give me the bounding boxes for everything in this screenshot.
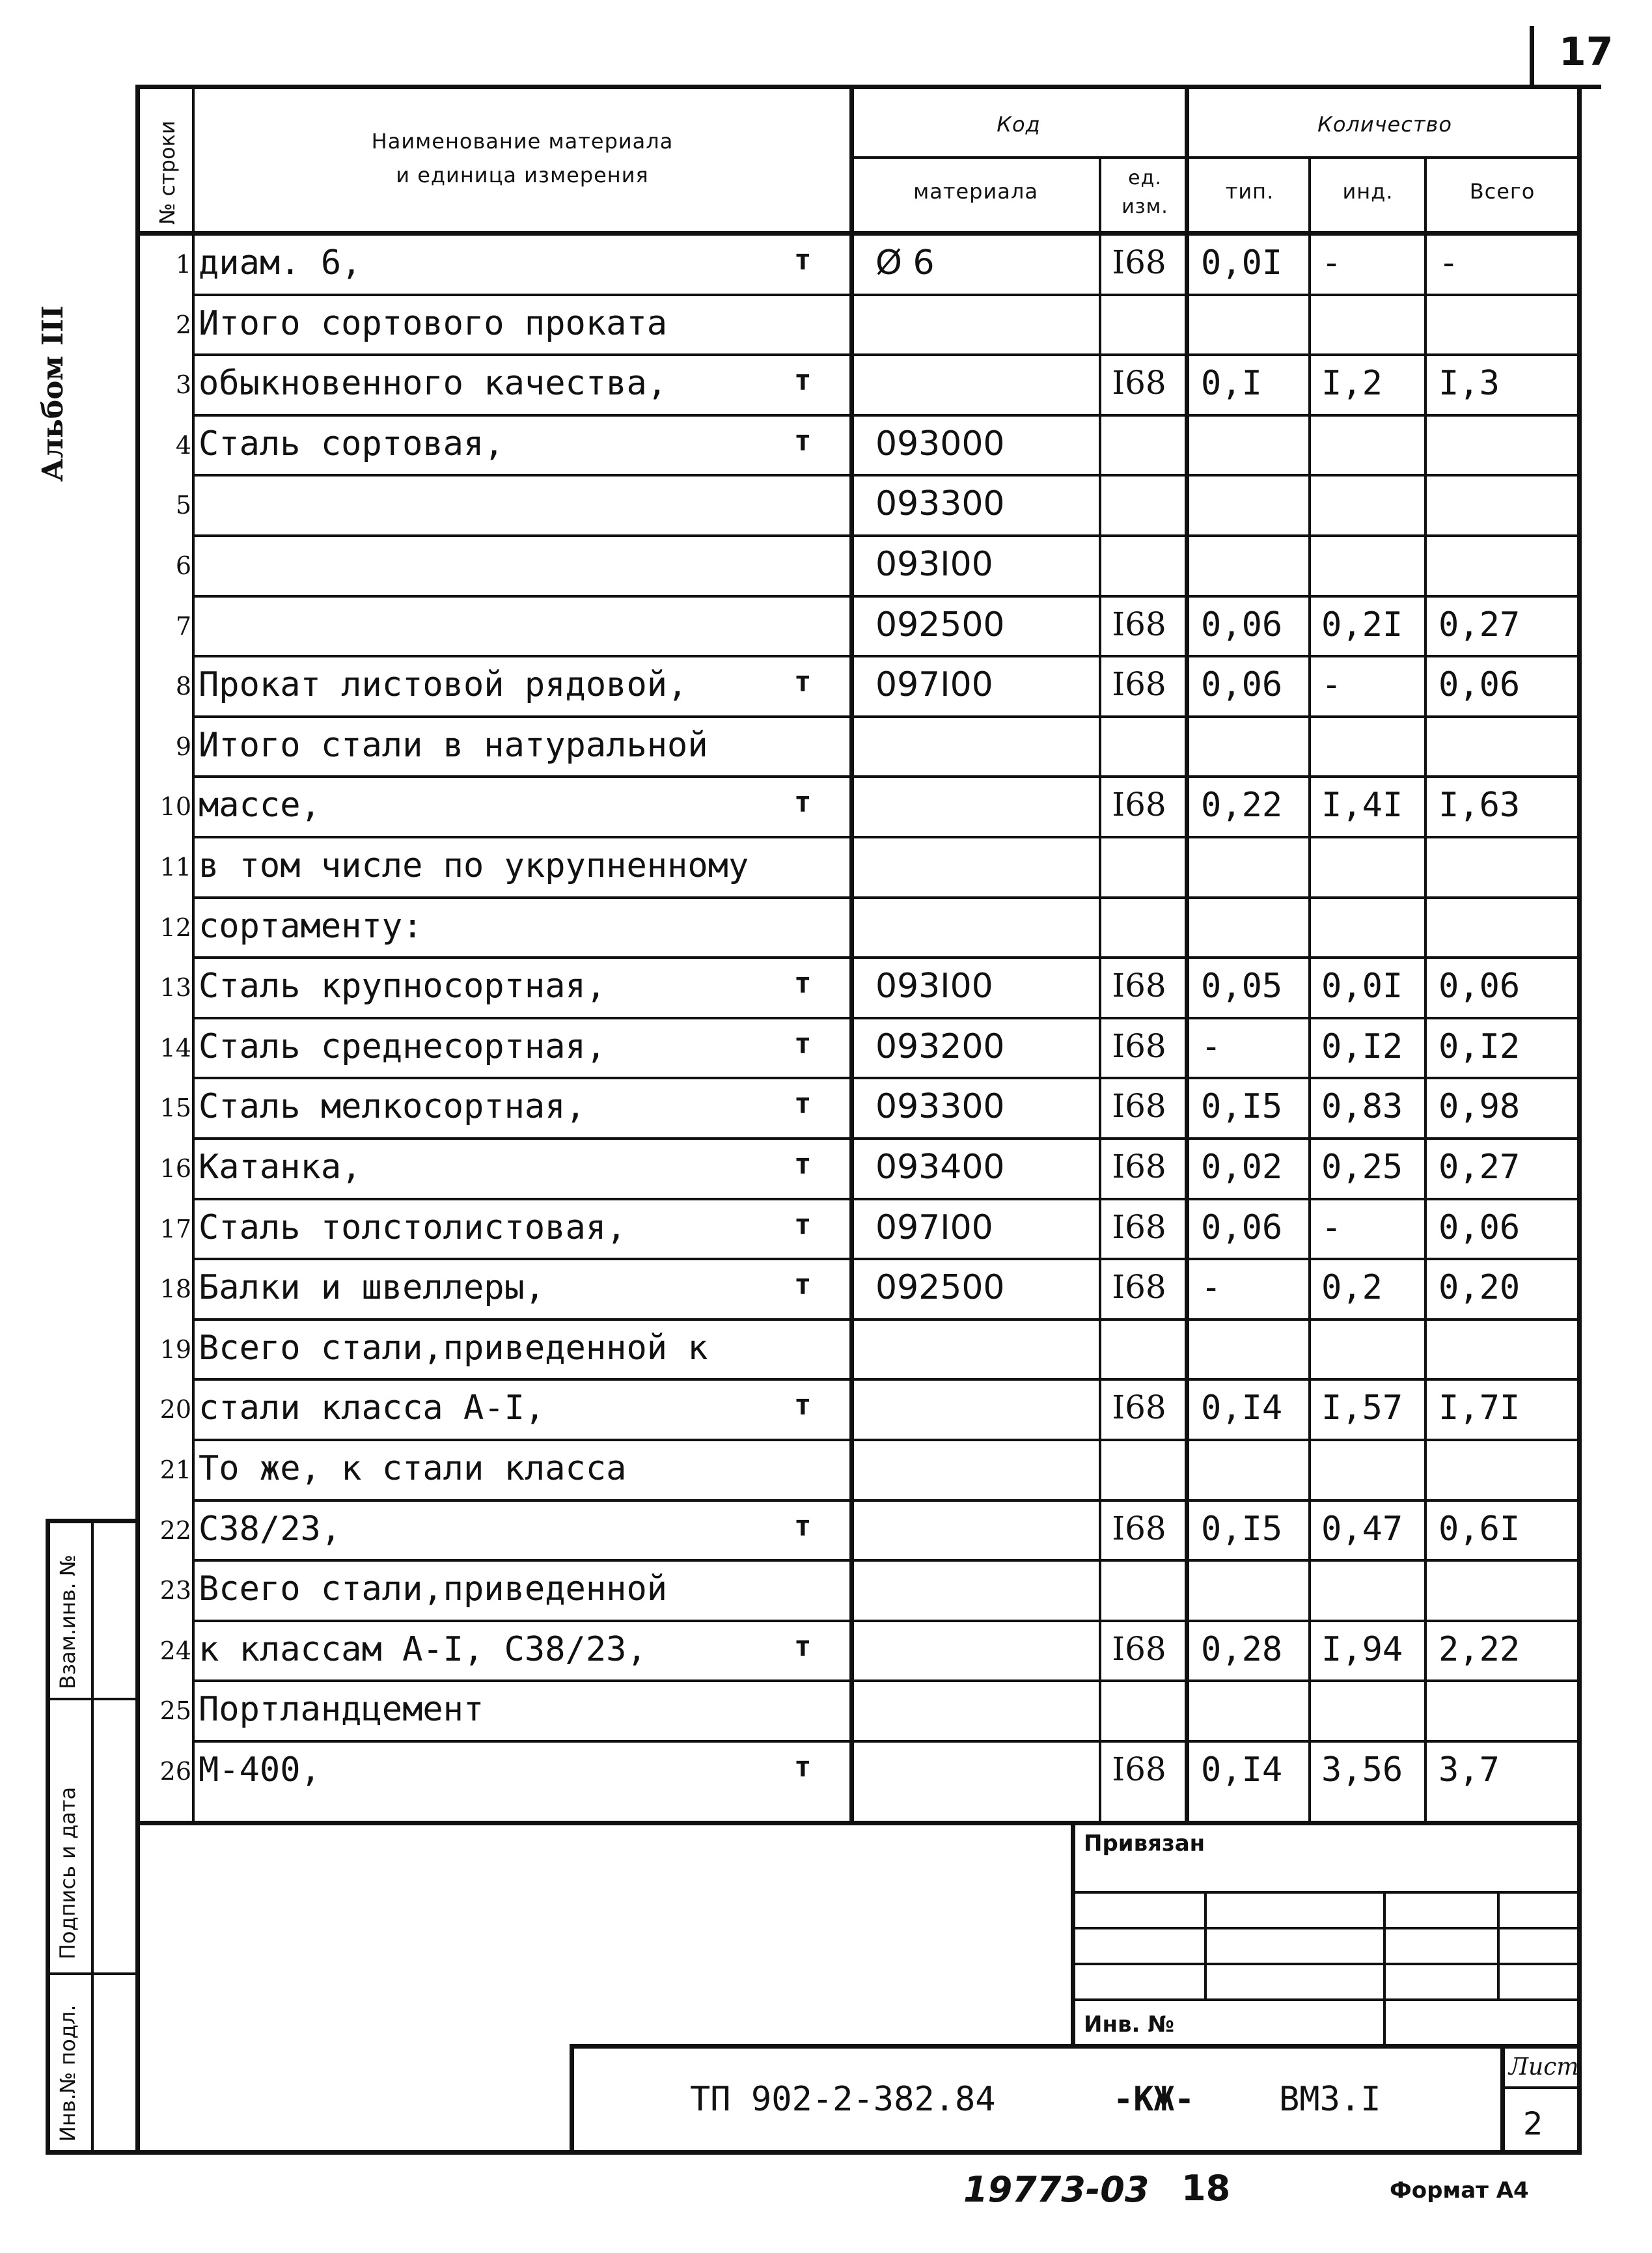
row-unit: т [794,243,812,277]
row-qty-ind: 0,83 [1321,1087,1403,1127]
row-number: 18 [159,1275,191,1304]
row-qty-typ: 0,06 [1201,665,1283,705]
header-qty-total: Всего [1469,179,1535,204]
row-divider [192,1077,1580,1079]
stamp-col3 [1497,1891,1500,1998]
row-qty-total: 2,22 [1439,1629,1521,1669]
row-name: Сталь среднесортная, [199,1027,607,1066]
row-unit: т [794,364,812,398]
row-qty-ind: I,94 [1321,1629,1403,1669]
doc-mark: -КЖ- [1113,2080,1195,2119]
row-divider [192,534,1580,537]
row-divider [192,353,1580,356]
stamp-row1 [1071,1891,1580,1894]
row-number: 4 [175,430,191,460]
row-qty-total: 3,7 [1439,1750,1500,1790]
col-divider-ed [1185,85,1189,1824]
row-number: 15 [159,1094,191,1123]
row-unit-code: I68 [1112,605,1166,643]
footer-format: Формат А4 [1390,2177,1529,2204]
row-unit-code: I68 [1112,1148,1166,1185]
row-number: 5 [175,491,191,520]
row-material-code: 093I00 [875,967,993,1006]
row-unit: т [794,1268,812,1302]
row-number: 7 [175,611,191,641]
row-number: 14 [159,1033,191,1062]
footer-number: 19773-03 [963,2169,1150,2210]
doc-sheet: ВМЗ.I [1279,2080,1381,2119]
row-number: 9 [175,732,191,761]
row-unit: т [794,1148,812,1181]
row-qty-ind: I,2 [1321,364,1383,404]
row-name: обыкновенного качества, [199,364,668,404]
row-name: Сталь мелкосортная, [199,1087,586,1127]
header-quantity: Количество [1317,112,1452,137]
row-qty-ind: 0,25 [1321,1148,1403,1187]
row-name: массе, [199,786,321,825]
row-name: в том числе по укрупненному [199,846,749,885]
header-code-material: материала [913,179,1038,204]
side-stamp-left-border [46,1519,50,2155]
row-divider [192,896,1580,899]
row-qty-total: 0,27 [1439,605,1521,644]
row-number: 2 [175,310,191,339]
row-unit-code: I68 [1112,1087,1166,1126]
row-qty-total: 0,06 [1439,665,1521,705]
row-number: 20 [159,1395,191,1424]
header-name-line1: Наименование материала [371,129,674,154]
row-material-code: 093200 [875,1027,1005,1066]
row-unit: т [794,1087,812,1121]
row-unit: т [794,1750,812,1784]
row-divider [192,1620,1580,1622]
row-divider [192,294,1580,296]
header-sub-divider-right [853,156,1578,159]
row-qty-total: I,7I [1439,1389,1521,1428]
row-unit-code: I68 [1112,665,1166,704]
row-divider [192,1017,1580,1019]
row-material-code: 093300 [875,1087,1005,1127]
row-number: 23 [159,1576,191,1605]
row-number: 11 [159,853,191,881]
row-unit-code: I68 [1112,1629,1166,1668]
doc-code: ТП 902-2-382.84 [690,2080,996,2119]
side-label-podpis: Подпись и дата [55,1786,80,1959]
row-name: Портландцемент [199,1690,484,1730]
row-qty-ind: 0,2I [1321,605,1403,644]
row-unit: т [794,1208,812,1241]
row-divider [192,414,1580,417]
row-number: 24 [159,1636,191,1665]
row-unit-code: I68 [1112,1208,1166,1246]
col-divider-name [849,85,854,1824]
row-qty-ind: 0,2 [1321,1268,1383,1308]
row-qty-ind: - [1321,243,1342,283]
row-material-code: 093300 [875,484,1005,524]
row-unit: т [794,1027,812,1060]
row-name: Прокат листовой рядовой, [199,665,688,705]
header-name-line2: и единица измерения [396,163,649,187]
side-stamp-div1 [46,1698,137,1700]
row-qty-typ: 0,02 [1201,1148,1283,1187]
row-divider [192,1559,1580,1562]
side-label-vzam: Взам.инв. № [55,1554,80,1689]
row-unit-code: I68 [1112,1027,1166,1065]
album-label: Альбом III [36,305,70,482]
stamp-col2 [1383,1891,1386,2045]
row-divider [192,595,1580,598]
row-name: Всего стали,приведенной к [199,1328,708,1368]
row-material-code: Ø 6 [875,243,935,283]
row-name: Балки и швеллеры, [199,1268,545,1308]
row-qty-ind: 3,56 [1321,1750,1403,1790]
stamp-row2 [1071,1927,1580,1929]
row-number: 3 [175,370,191,400]
header-bottom-border [135,231,1582,236]
side-label-inv-podl: Инв.№ подл. [55,2004,80,2142]
stamp-privyazan: Привязан [1084,1831,1205,1857]
row-name: Итого стали в натуральной [199,725,708,765]
stamp-inv-no: Инв. № [1084,2011,1175,2038]
row-qty-typ: - [1201,1268,1222,1308]
row-unit: т [794,665,812,699]
row-divider [192,1499,1580,1502]
row-number: 1 [175,250,191,279]
row-number: 17 [159,1214,191,1243]
header-qty-typ: тип. [1225,179,1274,204]
list-number: 2 [1523,2106,1543,2142]
row-name: С38/23, [199,1509,342,1549]
row-unit-code: I68 [1112,364,1166,402]
row-qty-typ: - [1201,1027,1222,1066]
row-qty-typ: 0,28 [1201,1629,1283,1669]
row-material-code: 092500 [875,605,1005,644]
row-qty-ind: 0,I2 [1321,1027,1403,1066]
table-top-border [135,85,1582,89]
row-number: 25 [159,1696,191,1726]
row-qty-total: - [1439,243,1459,283]
row-number: 10 [159,792,191,822]
row-divider [192,1198,1580,1200]
header-qty-ind: инд. [1342,179,1394,204]
row-qty-total: 0,20 [1439,1268,1521,1308]
row-name: Катанка, [199,1148,362,1187]
row-name: Сталь сортовая, [199,424,504,463]
row-name: Всего стали,приведенной [199,1569,668,1609]
row-number: 22 [159,1515,191,1545]
row-unit: т [794,786,812,820]
row-unit: т [794,1389,812,1422]
corner-mark-vertical [1530,26,1534,86]
row-name: диам. 6, [199,243,362,283]
row-divider [192,474,1580,477]
row-divider [192,1378,1580,1381]
row-name: Итого сортового проката [199,303,668,343]
row-divider [192,775,1580,778]
row-divider [192,1439,1580,1441]
row-unit-code: I68 [1112,1389,1166,1427]
row-qty-ind: 0,47 [1321,1509,1403,1549]
row-unit: т [794,424,812,458]
side-stamp-div2 [46,1972,137,1975]
title-block-list-divider [1500,2044,1505,2155]
row-divider [192,956,1580,959]
row-divider [192,1740,1580,1743]
rows-bottom-border [135,1821,1582,1825]
row-material-code: 093400 [875,1148,1005,1187]
row-unit: т [794,1509,812,1543]
row-unit: т [794,967,812,1001]
row-qty-total: 0,6I [1439,1509,1521,1549]
row-unit-code: I68 [1112,1268,1166,1306]
row-unit-code: I68 [1112,243,1166,281]
list-label: Лист [1509,2054,1579,2080]
header-code-unit: ед. изм. [1122,167,1168,218]
row-qty-typ: 0,I [1201,364,1262,404]
row-divider [192,715,1580,718]
row-name: Сталь толстолистовая, [199,1208,627,1247]
row-number: 26 [159,1757,191,1786]
header-code: Код [997,112,1041,137]
row-qty-ind: I,57 [1321,1389,1403,1428]
row-qty-typ: 0,06 [1201,605,1283,644]
row-qty-typ: 0,I5 [1201,1509,1283,1549]
row-name: Сталь крупносортная, [199,967,607,1006]
side-stamp-top [46,1519,137,1523]
table-right-border [1577,85,1582,2155]
table-bottom-border [135,2150,1582,2155]
title-block-top [570,2044,1582,2049]
row-qty-total: 0,27 [1439,1148,1521,1187]
title-block-left [570,2044,574,2155]
row-qty-typ: 0,06 [1201,1208,1283,1247]
stamp-col1 [1204,1891,1207,1998]
stamp-left-border [1071,1821,1075,2045]
col-divider-ind [1424,156,1427,1824]
row-unit: т [794,1629,812,1663]
row-name: стали класса А-I, [199,1389,545,1428]
side-stamp-bottom [46,2150,137,2155]
row-qty-typ: 0,22 [1201,786,1283,825]
row-divider [192,1258,1580,1260]
row-divider [192,655,1580,657]
row-qty-ind: I,4I [1321,786,1403,825]
row-qty-total: I,3 [1439,364,1500,404]
footer-page: 18 [1181,2168,1231,2209]
header-row-no: № строки [155,120,180,225]
row-name: То же, к стали класса [199,1449,627,1488]
row-qty-typ: 0,05 [1201,967,1283,1006]
row-qty-typ: 0,0I [1201,243,1283,283]
row-qty-ind: 0,0I [1321,967,1403,1006]
row-unit-code: I68 [1112,1509,1166,1547]
row-qty-total: 0,98 [1439,1087,1521,1127]
row-number: 16 [159,1154,191,1183]
row-name: сортаменту: [199,906,423,946]
row-qty-typ: 0,I4 [1201,1750,1283,1790]
row-qty-typ: 0,I5 [1201,1087,1283,1127]
row-material-code: 097I00 [875,665,993,705]
row-qty-total: 0,06 [1439,1208,1521,1247]
row-number: 19 [159,1334,191,1364]
row-material-code: 097I00 [875,1208,993,1247]
row-unit-code: I68 [1112,967,1166,1005]
row-number: 21 [159,1456,191,1484]
row-divider [192,1679,1580,1682]
row-material-code: 093000 [875,424,1005,463]
title-block-list-divider-h [1500,2086,1582,2089]
row-material-code: 092500 [875,1268,1005,1308]
sheet-number-top: 17 [1559,29,1614,75]
side-stamp-mid-border [91,1519,94,2155]
row-name: к классам А-I, С38/23, [199,1629,647,1669]
row-number: 13 [159,973,191,1002]
col-divider-tip [1308,156,1311,1824]
stamp-row3 [1071,1963,1580,1965]
row-name: М-400, [199,1750,321,1790]
row-qty-typ: 0,I4 [1201,1389,1283,1428]
row-number: 6 [175,551,191,580]
row-unit-code: I68 [1112,786,1166,824]
row-qty-total: 0,06 [1439,967,1521,1006]
row-material-code: 093I00 [875,545,993,584]
row-divider [192,1137,1580,1140]
row-qty-ind: - [1321,665,1342,705]
row-qty-total: 0,I2 [1439,1027,1521,1066]
stamp-row4 [1071,1998,1580,2001]
row-qty-ind: - [1321,1208,1342,1247]
row-unit-code: I68 [1112,1750,1166,1788]
row-number: 8 [175,672,191,701]
row-divider [192,1318,1580,1321]
row-number: 12 [159,913,191,942]
row-divider [192,836,1580,838]
row-qty-total: I,63 [1439,786,1521,825]
col-divider-rownum [192,85,195,1824]
